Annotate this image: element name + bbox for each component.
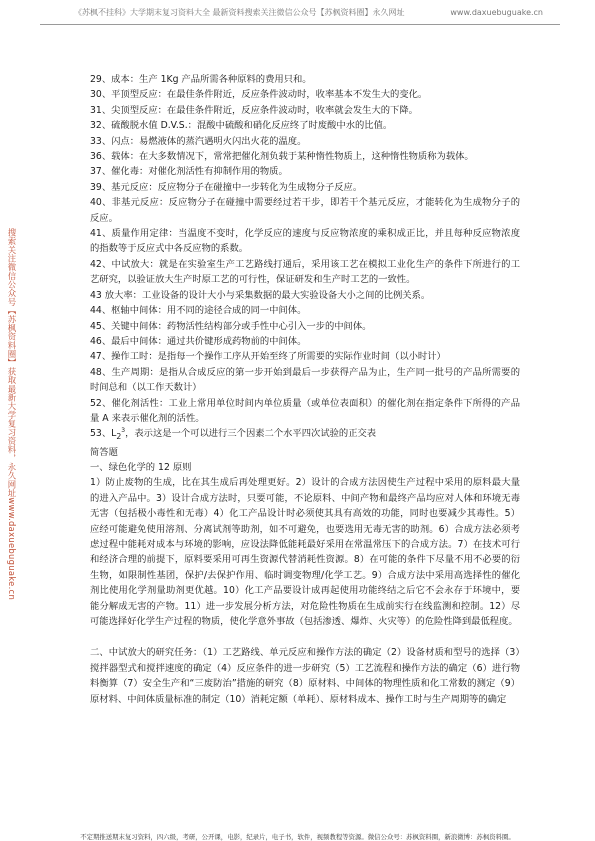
item53-subscript: 2: [116, 432, 122, 442]
definition-52: 52、催化剂活性：工业上常用单位时间内单位质量（或单位表面积）的催化剂在指定条件下所得的产品量 A 来表示催化剂的活性。: [90, 397, 520, 424]
document-body: [90, 72, 520, 707]
header-left-text: 《苏枫不挂科》大学期末复习资料大全 最新资料搜索关注微信公众号【苏枫资料圈】永久网址: [74, 8, 405, 17]
definition-36: 36、载体：在大多数情况下，常常把催化剂负载于某种惰性物质上，这种惰性物质称为载体。: [90, 151, 474, 163]
definition-41: 41、质量作用定律：当温度不变时，化学反应的速度与反应物浓度的乘积成正比，并且每种反应物浓度的指数等于反应式中各反应物的系数。: [90, 228, 520, 255]
definition-32: 32、硫酸脱水值 D.V.S.：混酸中硫酸和硝化反应终了时废酸中水的比值。: [90, 120, 393, 132]
definition-53: [90, 426, 520, 444]
page-footer: 不定期推送期末复习资料，四六级，考研，公开课，电影，纪录片，电子书，软件，视频教程等资源。微信公众号：苏枫资料圈，新浪微博：苏枫资料圈。: [80, 833, 515, 841]
definition-37: 37、催化毒：对催化剂活性有抑制作用的物质。: [90, 166, 288, 178]
definition-29: 29、成本：生产 1Kg 产品所需各种原料的费用只和。: [90, 74, 312, 85]
definition-43: 43 放大率：工业设备的设计大小与采集数据的最大实验设备大小之间的比例关系。: [90, 289, 431, 301]
header-url[interactable]: www.daxuebuguake.cn: [450, 8, 543, 17]
item53-superscript: 3: [121, 427, 126, 435]
definition-48: 48、生产周期：是指从合成反应的第一步开始到最后一步获得产品为止，生产同一批号的产品所需要的时间总和（以工作天数计）: [90, 366, 520, 394]
green-chemistry-principles: 1）防止废物的生成，比在其生成后再处理更好。2）设计的合成方法因使生产过程中采用的原料最大量的进入产品中。3）设计合成方法时，只要可能，不论原料、中间产物和最终产品均应对人体和环境无毒无害（包括极小毒性和无毒）4）化工产品设计时必须使其具有高效的功能，同时也要减少其毒性。5）应经可能避免使用溶剂、分离试剂等助剂，如不可避免，也要选用无毒无害的助剂。6）合成方法必须考虑过程中能耗对成本与环境的影响，应设法降低能耗最好采用在常温常压下的合成方法。7）在技术可行和经济合理的前提下，原料要采用可再生资源代替消耗性资源。8）在可能的条件下尽量不用不必要的衍生物，如限制性基团，保护/去保护作用、临时调变物理/化学工艺。9）合成方法中采用高选择性的催化剂比使用化学剂量助剂更优越。10）化工产品要设计成再起使用功能终结之后它不会永存于环境中，要能分解成无害的产物。11）进一步发展分析方法，对危险性物质在生成前实行在线监测和控制。12）尽可能选择好化学生产过程的物质，使化学意外事故（包括渗透、爆炸、火灾等）的危险性降到最低程度。: [90, 477, 520, 628]
definition-46: 46、最后中间体：通过共价键形成药物前的中间体。: [90, 335, 307, 347]
section-title: 简答题: [90, 446, 118, 458]
definition-40: 40、非基元反应：反应物分子在碰撞中需要经过若干步，即若干个基元反应，才能转化为生成物分子的反应。: [90, 197, 520, 224]
definition-33: 33、闪点：易燃液体的蒸汽遇明火闪出火花的温度。: [90, 135, 307, 147]
side-watermark-text: 搜索关注微信公众号【苏枫资料圈】获取最新大学复习资料，永久网址www.daxuebuguake.cn: [7, 228, 17, 601]
item53-text: ，表示这是一个可以进行三个因素二个水平四次试验的正交表: [125, 428, 377, 440]
definition-42: 42、中试放大：就是在实验室生产工艺路线打通后，采用该工艺在模拟工业化生产的条件下所进行的工艺研究，以验证放大生产时原工艺的可行性，保证研发和生产时工艺的一致性。: [90, 258, 520, 286]
definition-47: 47、操作工时：是指每一个操作工序从开始至终了所需要的实际作业时间（以小时计）: [90, 351, 446, 363]
subsection-title: 一、绿色化学的 12 原则: [90, 462, 192, 474]
page-header: [0, 6, 595, 20]
definition-45: 45、关键中间体：药物活性结构部分或手性中心引入一步的中间体。: [90, 320, 372, 332]
definition-30: 30、平顶型反应：在最佳条件附近，反应条件波动时，收率基本不发生大的变化。: [90, 89, 428, 101]
header-divider: [40, 24, 560, 25]
definition-44: 44、枢轴中间体：用不同的途径合成的同一中间体。: [90, 305, 307, 317]
definition-31: 31、尖顶型反应：在最佳条件附近，反应条件波动时，收率就会发生大的下降。: [90, 104, 418, 116]
item53-prefix: 53、L: [90, 428, 117, 440]
pilot-scale-tasks: 二、中试放大的研究任务：（1）工艺路线、单元反应和操作方法的确定（2）设备材质和型号的选择（3）搅拌器型式和搅拌速度的确定（4）反应条件的进一步研究（5）工艺流程和操作方法的确定（6）进行物料衡算（7）安全生产和“三废防治”措施的研究（8）原材料、中间体的物理性质和化工常数的测定（9）原材料、中间体质量标准的制定（10）消耗定额（单耗）、原材料成本、操作工时与生产周期等的确定: [90, 647, 520, 705]
definition-39: 39、基元反应：反应物分子在碰撞中一步转化为生成物分子反应。: [90, 181, 363, 193]
